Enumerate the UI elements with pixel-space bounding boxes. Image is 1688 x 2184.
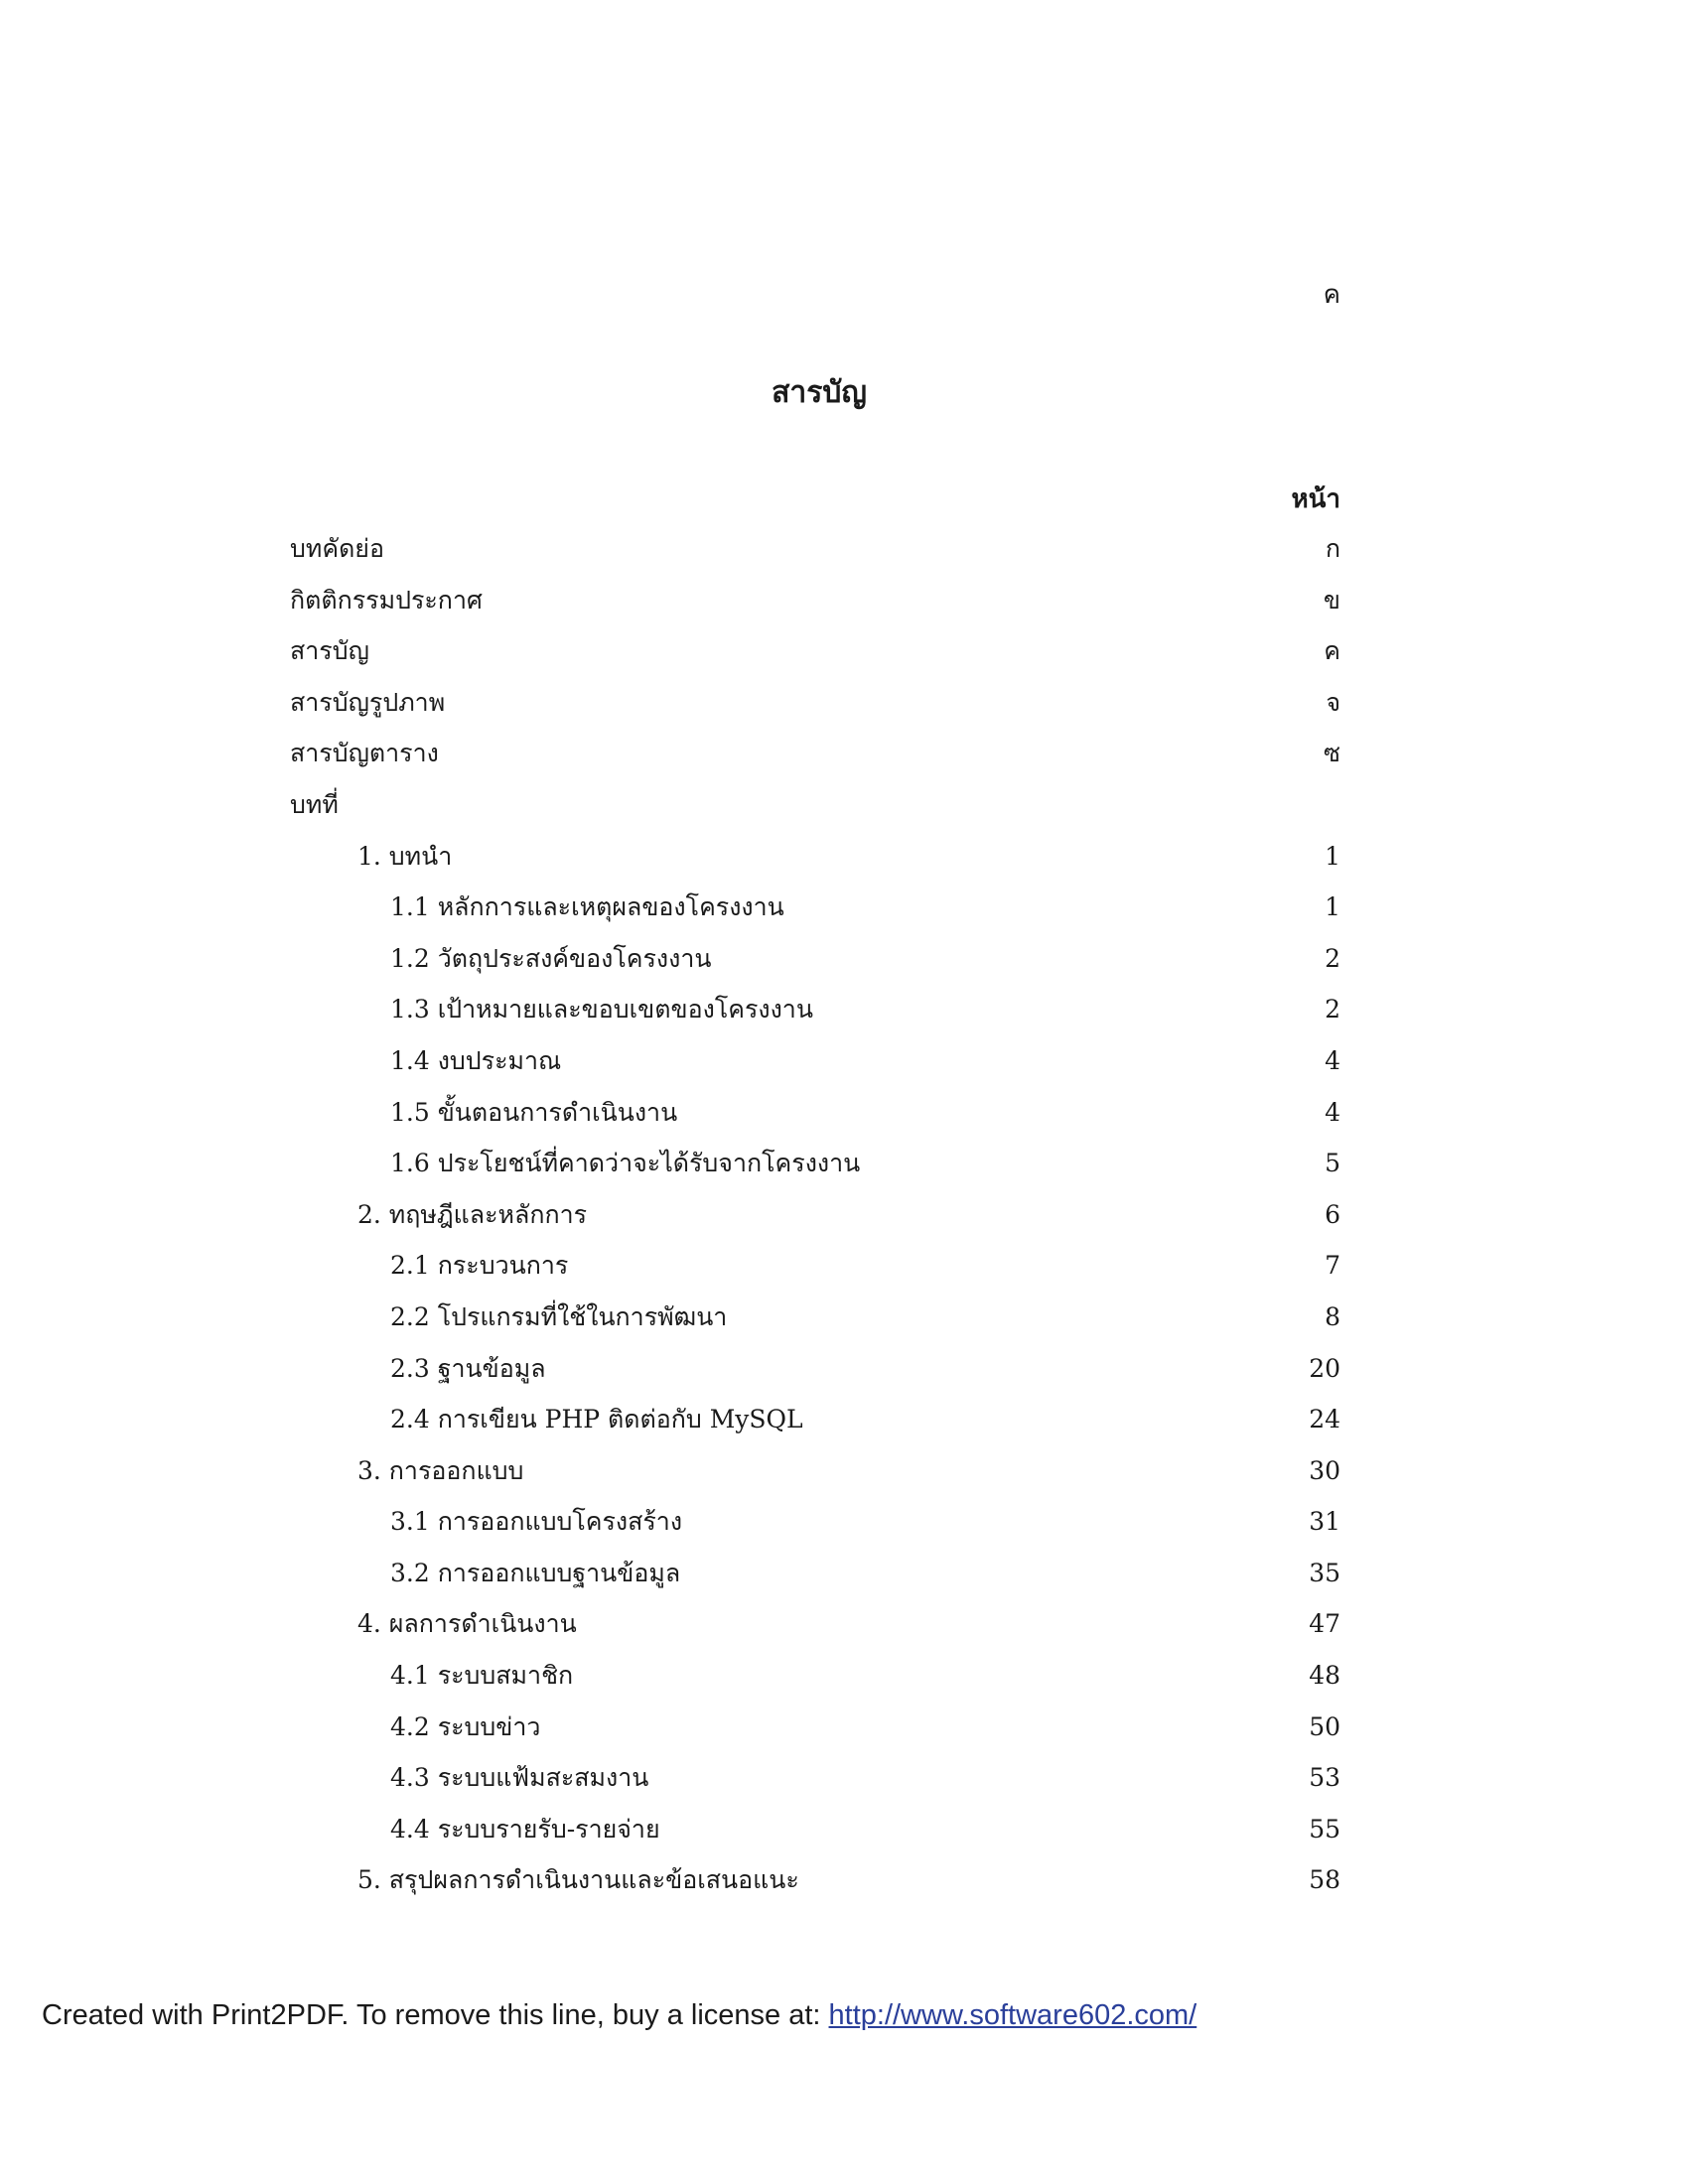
toc-subsection [0, 1041, 1688, 1093]
toc-entry-page: 8 [1325, 1301, 1340, 1331]
toc-entry-label: บทที่ [290, 789, 339, 819]
toc-subsection [0, 1707, 1688, 1759]
toc-entry-page: 47 [1309, 1609, 1340, 1639]
toc-subsection [0, 1093, 1688, 1145]
toc-entry-page: 4 [1325, 1045, 1340, 1075]
toc-entry-label: 3.1 การออกแบบโครงสร้าง [390, 1507, 683, 1537]
toc-entry [0, 529, 1688, 581]
toc-entry-page: 35 [1309, 1558, 1340, 1587]
toc-entry-label: 2.1 กระบวนการ [390, 1251, 569, 1281]
toc-entry-label: 2. ทฤษฎีและหลักการ [357, 1199, 588, 1229]
toc-entry-label: 3.2 การออกแบบฐานข้อมูล [390, 1558, 681, 1587]
toc-entry [0, 683, 1688, 735]
toc-entry-label: สารบัญ [290, 636, 369, 666]
footer-link[interactable]: http://www.software602.com/ [828, 1999, 1197, 2031]
toc-entry-page: ก [1325, 534, 1340, 563]
toc-entry-page: 20 [1309, 1353, 1340, 1383]
toc-entry-label: สารบัญรูปภาพ [290, 687, 446, 717]
toc-entry-page: 31 [1309, 1507, 1340, 1537]
toc-entry-label: 1.3 เป้าหมายและขอบเขตของโครงงาน [390, 995, 813, 1024]
toc-subsection [0, 1400, 1688, 1451]
toc-entry-page: 48 [1309, 1661, 1340, 1691]
toc-entry-page: 6 [1325, 1199, 1340, 1229]
toc-entry-label: 4.1 ระบบสมาชิก [390, 1661, 574, 1691]
toc-entry-page: 5 [1325, 1149, 1340, 1178]
toc-entry-page: 53 [1309, 1763, 1340, 1793]
toc-subsection [0, 939, 1688, 991]
toc-entry-page: 58 [1309, 1865, 1340, 1895]
toc-entry-label: 2.3 ฐานข้อมูล [390, 1353, 546, 1383]
toc-subsection [0, 1810, 1688, 1861]
toc-entry [0, 734, 1688, 785]
toc-entry-label: 4.4 ระบบรายรับ-รายจ่าย [390, 1814, 660, 1843]
toc-entry-page: ข [1323, 585, 1340, 614]
toc-subsection [0, 1758, 1688, 1810]
toc-entry-page: 1 [1325, 892, 1340, 922]
toc-entry-page: 50 [1309, 1711, 1340, 1741]
toc-entry-label: 2.4 การเขียน PHP ติดต่อกับ MySQL [390, 1405, 803, 1434]
toc-entry-page: 55 [1309, 1814, 1340, 1843]
toc-chapter [0, 837, 1688, 888]
toc-chapter [0, 1451, 1688, 1503]
toc-subsection [0, 1246, 1688, 1297]
toc-entry-label: 1.5 ขั้นตอนการดำเนินงาน [390, 1097, 678, 1127]
toc-entry-label: 4.2 ระบบข่าว [390, 1711, 541, 1741]
toc-entry [0, 631, 1688, 683]
toc-entry-label: กิตติกรรมประกาศ [290, 585, 483, 614]
table-of-contents [0, 529, 1688, 1912]
toc-entry-page: 4 [1325, 1097, 1340, 1127]
toc-entry-label: 5. สรุปผลการดำเนินงานและข้อเสนอแนะ [357, 1865, 799, 1895]
toc-entry-page: 30 [1309, 1455, 1340, 1485]
watermark-footer [42, 1999, 1196, 2032]
toc-entry-page: 24 [1309, 1405, 1340, 1434]
toc-entry-label: 2.2 โปรแกรมที่ใช้ในการพัฒนา [390, 1301, 728, 1331]
toc-entry-label: 3. การออกแบบ [357, 1455, 524, 1485]
toc-subsection [0, 1297, 1688, 1349]
toc-entry-page: 1 [1325, 841, 1340, 871]
toc-entry-label: 1. บทนำ [357, 841, 453, 871]
toc-entry-label: บทคัดย่อ [290, 534, 384, 563]
toc-chapter [0, 1195, 1688, 1247]
toc-section-heading [0, 785, 1688, 837]
toc-chapter [0, 1860, 1688, 1912]
page-title: สารบัญ [772, 375, 867, 410]
toc-subsection [0, 1502, 1688, 1554]
toc-subsection [0, 990, 1688, 1041]
toc-chapter [0, 1604, 1688, 1656]
toc-subsection [0, 1656, 1688, 1707]
toc-entry-label: สารบัญตาราง [290, 739, 439, 768]
page-number: ค [1323, 280, 1340, 310]
toc-entry-page: ค [1324, 636, 1340, 666]
toc-entry-page: 2 [1325, 943, 1340, 973]
toc-subsection [0, 1144, 1688, 1195]
toc-subsection [0, 1554, 1688, 1605]
toc-entry-page: จ [1326, 687, 1340, 717]
toc-entry-label: 1.6 ประโยชน์ที่คาดว่าจะได้รับจากโครงงาน [390, 1149, 861, 1178]
toc-entry-page: ซ [1324, 739, 1340, 768]
toc-entry-label: 4. ผลการดำเนินงาน [357, 1609, 577, 1639]
toc-entry-label: 4.3 ระบบแฟ้มสะสมงาน [390, 1763, 649, 1793]
toc-entry-label: 1.1 หลักการและเหตุผลของโครงงาน [390, 892, 784, 922]
toc-entry [0, 581, 1688, 632]
toc-subsection [0, 1349, 1688, 1401]
toc-entry-page: 2 [1325, 995, 1340, 1024]
toc-subsection [0, 887, 1688, 939]
page-column-heading: หน้า [1291, 484, 1340, 514]
toc-entry-page: 7 [1325, 1251, 1340, 1281]
toc-entry-label: 1.2 วัตถุประสงค์ของโครงงาน [390, 943, 712, 973]
toc-entry-label: 1.4 งบประมาณ [390, 1045, 562, 1075]
footer-text: Created with Print2PDF. To remove this line, buy a license at: [42, 1999, 829, 2031]
